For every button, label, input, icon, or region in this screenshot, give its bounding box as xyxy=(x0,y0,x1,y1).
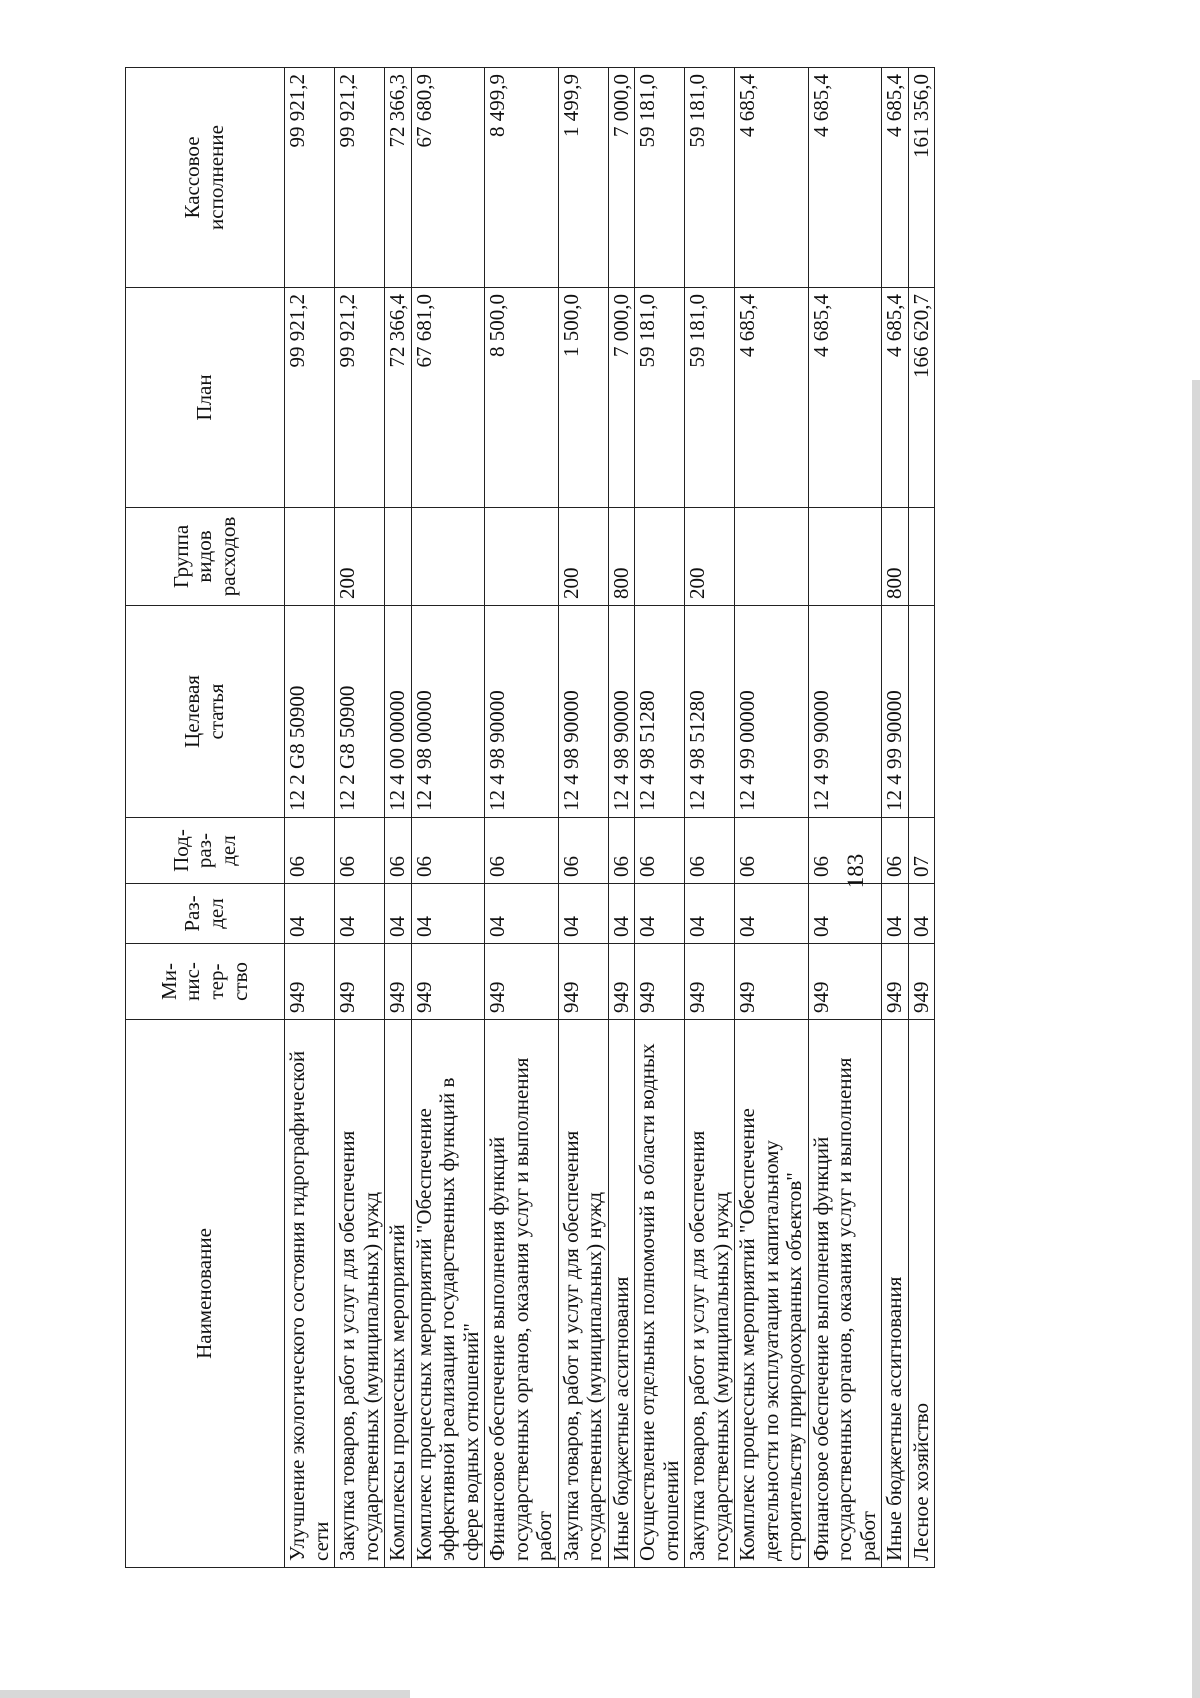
cell-execution: 99 921,2 xyxy=(335,68,385,288)
cell-name: Закупка товаров, работ и услуг для обеспечения государственных (муниципальных) нужд xyxy=(685,1020,735,1568)
cell-ministry: 949 xyxy=(335,944,385,1020)
cell-ministry: 949 xyxy=(385,944,412,1020)
col-header-execution: Кассовое исполнение xyxy=(126,68,285,288)
cell-name: Комплексы процессных мероприятий xyxy=(385,1020,412,1568)
cell-name: Улучшение экологического состояния гидрографической сети xyxy=(285,1020,335,1568)
cell-subsection: 06 xyxy=(608,818,635,884)
cell-plan: 1 500,0 xyxy=(558,288,608,508)
cell-ministry: 949 xyxy=(635,944,685,1020)
cell-execution: 7 000,0 xyxy=(608,68,635,288)
cell-execution: 72 366,3 xyxy=(385,68,412,288)
cell-plan: 4 685,4 xyxy=(735,288,809,508)
table-row xyxy=(285,68,335,1568)
cell-target-article: 12 2 G8 50900 xyxy=(335,606,385,818)
cell-execution: 59 181,0 xyxy=(635,68,685,288)
cell-name: Комплекс процессных мероприятий "Обеспечение деятельности по эксплуатации и капитальному строительству природоохранных объектов" xyxy=(735,1020,809,1568)
col-header-plan: План xyxy=(126,288,285,508)
table-row xyxy=(385,68,412,1568)
cell-target-article: 12 4 98 90000 xyxy=(485,606,559,818)
col-header-name: Наименование xyxy=(126,1020,285,1568)
cell-plan: 59 181,0 xyxy=(685,288,735,508)
cell-plan: 67 681,0 xyxy=(411,288,485,508)
table-row xyxy=(411,68,485,1568)
cell-expense-group xyxy=(908,508,935,606)
col-header-ministry: Ми- нис- тер- ство xyxy=(126,944,285,1020)
cell-ministry: 949 xyxy=(882,944,909,1020)
cell-subsection: 06 xyxy=(685,818,735,884)
table-header-row xyxy=(126,68,285,1568)
col-header-section: Раз- дел xyxy=(126,884,285,944)
cell-expense-group xyxy=(285,508,335,606)
cell-name: Финансовое обеспечение выполнения функций государственных органов, оказания услуг и выполнения работ xyxy=(808,1020,882,1568)
cell-plan: 166 620,7 xyxy=(908,288,935,508)
cell-subsection: 06 xyxy=(385,818,412,884)
cell-expense-group: 200 xyxy=(335,508,385,606)
page-number: 183 xyxy=(843,853,868,889)
cell-ministry: 949 xyxy=(485,944,559,1020)
cell-target-article: 12 4 98 90000 xyxy=(608,606,635,818)
cell-execution: 8 499,9 xyxy=(485,68,559,288)
col-header-subsection: Под- раз- дел xyxy=(126,818,285,884)
cell-target-article: 12 4 00 00000 xyxy=(385,606,412,818)
cell-ministry: 949 xyxy=(411,944,485,1020)
cell-section: 04 xyxy=(608,884,635,944)
cell-ministry: 949 xyxy=(735,944,809,1020)
cell-ministry: 949 xyxy=(685,944,735,1020)
cell-name: Закупка товаров, работ и услуг для обеспечения государственных (муниципальных) нужд xyxy=(335,1020,385,1568)
cell-ministry: 949 xyxy=(808,944,882,1020)
cell-execution: 99 921,2 xyxy=(285,68,335,288)
cell-name: Закупка товаров, работ и услуг для обеспечения государственных (муниципальных) нужд xyxy=(558,1020,608,1568)
cell-subsection: 06 xyxy=(285,818,335,884)
cell-execution: 4 685,4 xyxy=(808,68,882,288)
cell-expense-group: 200 xyxy=(558,508,608,606)
cell-section: 04 xyxy=(808,884,882,944)
cell-subsection: 06 xyxy=(808,818,882,884)
cell-expense-group: 800 xyxy=(608,508,635,606)
cell-plan: 8 500,0 xyxy=(485,288,559,508)
cell-plan: 4 685,4 xyxy=(808,288,882,508)
cell-target-article: 12 4 99 90000 xyxy=(808,606,882,818)
cell-expense-group xyxy=(735,508,809,606)
cell-target-article: 12 4 98 51280 xyxy=(685,606,735,818)
cell-section: 04 xyxy=(558,884,608,944)
cell-plan: 7 000,0 xyxy=(608,288,635,508)
cell-name: Иные бюджетные ассигнования xyxy=(882,1020,909,1568)
cell-expense-group xyxy=(385,508,412,606)
cell-subsection: 06 xyxy=(635,818,685,884)
table-row xyxy=(882,68,909,1568)
cell-target-article: 12 4 98 00000 xyxy=(411,606,485,818)
table-row xyxy=(635,68,685,1568)
cell-execution: 1 499,9 xyxy=(558,68,608,288)
cell-subsection: 06 xyxy=(485,818,559,884)
cell-name: Финансовое обеспечение выполнения функций государственных органов, оказания услуг и выполнения работ xyxy=(485,1020,559,1568)
cell-execution: 67 680,9 xyxy=(411,68,485,288)
cell-expense-group xyxy=(485,508,559,606)
cell-subsection: 06 xyxy=(735,818,809,884)
table-row xyxy=(908,68,935,1568)
scan-edge-shadow xyxy=(0,1690,410,1698)
cell-target-article: 12 4 99 00000 xyxy=(735,606,809,818)
col-header-expense-group: Группа видов расходов xyxy=(126,508,285,606)
cell-ministry: 949 xyxy=(285,944,335,1020)
cell-ministry: 949 xyxy=(558,944,608,1020)
scan-edge-shadow xyxy=(1192,380,1200,1698)
cell-execution: 161 356,0 xyxy=(908,68,935,288)
cell-subsection: 06 xyxy=(411,818,485,884)
cell-plan: 99 921,2 xyxy=(285,288,335,508)
table-row xyxy=(608,68,635,1568)
cell-subsection: 06 xyxy=(335,818,385,884)
cell-expense-group xyxy=(635,508,685,606)
table-row xyxy=(685,68,735,1568)
cell-expense-group xyxy=(808,508,882,606)
table-row xyxy=(485,68,559,1568)
cell-subsection: 06 xyxy=(882,818,909,884)
cell-target-article xyxy=(908,606,935,818)
cell-target-article: 12 4 98 51280 xyxy=(635,606,685,818)
cell-plan: 59 181,0 xyxy=(635,288,685,508)
cell-ministry: 949 xyxy=(908,944,935,1020)
table-row xyxy=(735,68,809,1568)
cell-subsection: 07 xyxy=(908,818,935,884)
cell-name: Лесное хозяйство xyxy=(908,1020,935,1568)
cell-subsection: 06 xyxy=(558,818,608,884)
cell-target-article: 12 4 99 90000 xyxy=(882,606,909,818)
cell-section: 04 xyxy=(882,884,909,944)
cell-target-article: 12 2 G8 50900 xyxy=(285,606,335,818)
cell-expense-group: 200 xyxy=(685,508,735,606)
cell-section: 04 xyxy=(485,884,559,944)
cell-plan: 72 366,4 xyxy=(385,288,412,508)
cell-expense-group: 800 xyxy=(882,508,909,606)
cell-target-article: 12 4 98 90000 xyxy=(558,606,608,818)
cell-section: 04 xyxy=(411,884,485,944)
budget-table-area xyxy=(125,68,1057,1568)
table-row xyxy=(808,68,882,1568)
cell-name: Осуществление отдельных полномочий в области водных отношений xyxy=(635,1020,685,1568)
cell-name: Иные бюджетные ассигнования xyxy=(608,1020,635,1568)
budget-table xyxy=(125,67,935,1568)
cell-plan: 99 921,2 xyxy=(335,288,385,508)
cell-section: 04 xyxy=(908,884,935,944)
cell-name: Комплекс процессных мероприятий "Обеспечение эффективной реализации государственных функций в сфере водных отношений" xyxy=(411,1020,485,1568)
cell-section: 04 xyxy=(735,884,809,944)
table-row xyxy=(558,68,608,1568)
col-header-target-article: Целевая статья xyxy=(126,606,285,818)
cell-ministry: 949 xyxy=(608,944,635,1020)
cell-execution: 59 181,0 xyxy=(685,68,735,288)
cell-section: 04 xyxy=(385,884,412,944)
cell-expense-group xyxy=(411,508,485,606)
cell-section: 04 xyxy=(635,884,685,944)
cell-execution: 4 685,4 xyxy=(735,68,809,288)
cell-plan: 4 685,4 xyxy=(882,288,909,508)
cell-execution: 4 685,4 xyxy=(882,68,909,288)
cell-section: 04 xyxy=(285,884,335,944)
cell-section: 04 xyxy=(335,884,385,944)
cell-section: 04 xyxy=(685,884,735,944)
table-row xyxy=(335,68,385,1568)
